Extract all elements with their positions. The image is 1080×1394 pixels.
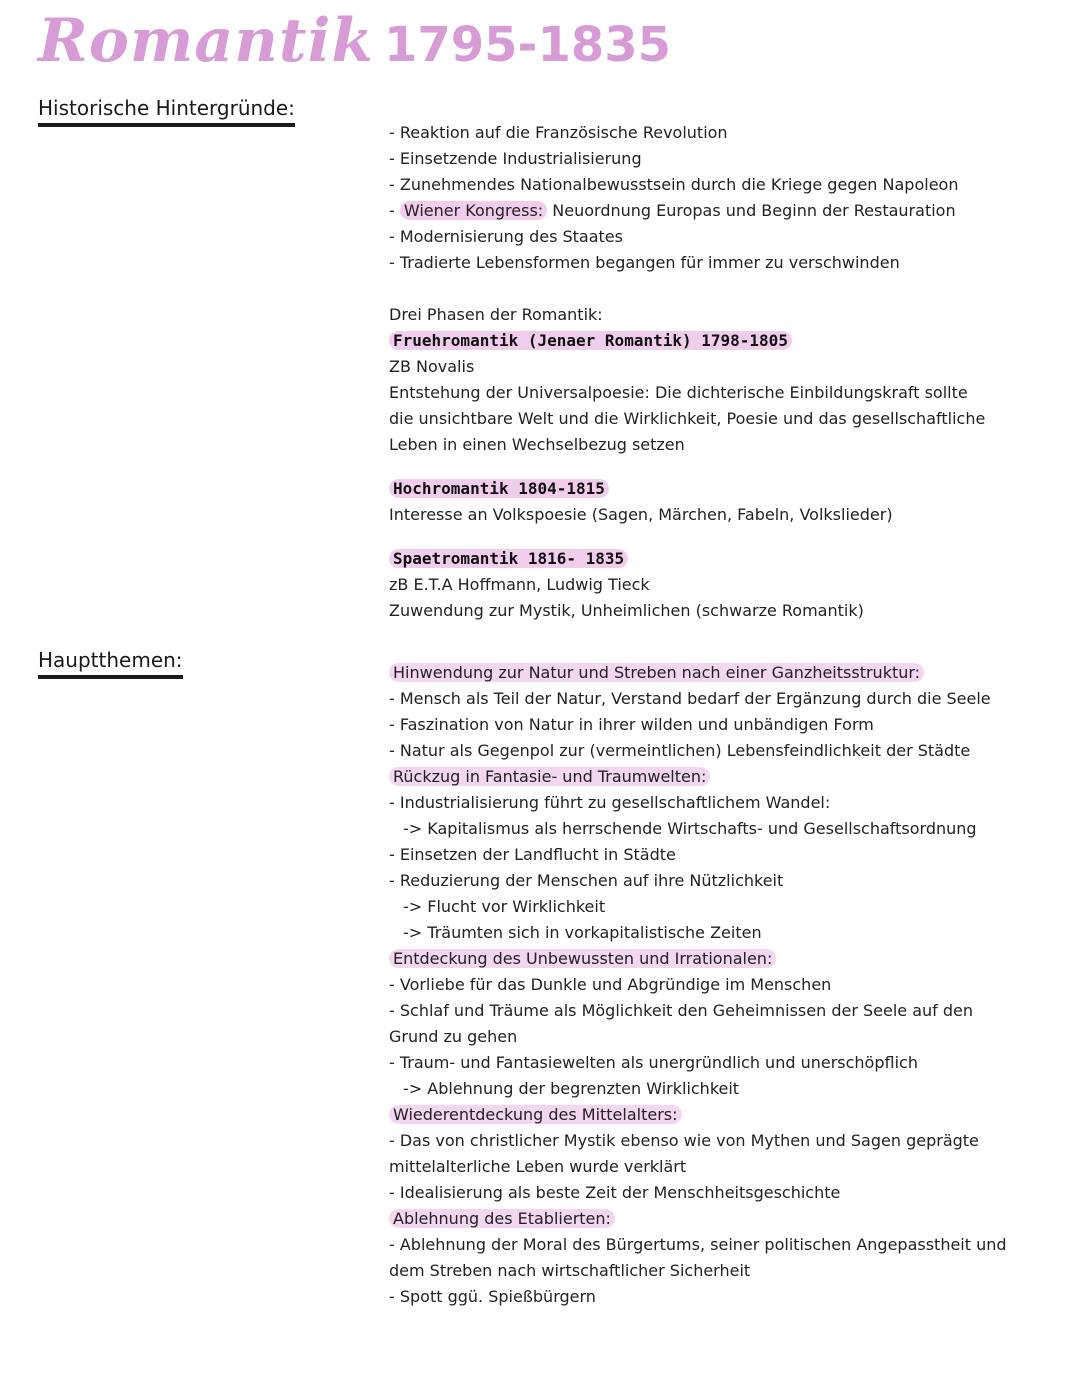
themes-list xyxy=(389,660,1049,1310)
theme-point: - Ablehnung der Moral des Bürgertums, seiner politischen Angepasstheit und dem Streben nach wirtschaftlicher Sicherheit xyxy=(389,1235,1007,1280)
section-label-themes: Hauptthemen: xyxy=(38,648,183,679)
title-main: Romantik xyxy=(38,6,374,76)
page-title xyxy=(38,6,671,76)
theme-block xyxy=(389,1102,1049,1206)
phase-title: Fruehromantik (Jenaer Romantik) 1798-1805 xyxy=(389,331,792,350)
phase-line: zB E.T.A Hoffmann, Ludwig Tieck xyxy=(389,575,650,594)
historical-point: - Tradierte Lebensformen begangen für immer zu verschwinden xyxy=(389,253,900,272)
theme-point: - Einsetzen der Landflucht in Städte xyxy=(389,845,676,864)
wiener-dash: - xyxy=(389,201,400,220)
historical-point: - Zunehmendes Nationalbewusstsein durch die Kriege gegen Napoleon xyxy=(389,175,959,194)
historical-point-wiener xyxy=(389,198,1049,224)
phase-block xyxy=(389,546,1049,624)
theme-point: - Natur als Gegenpol zur (vermeintlichen) Lebensfeindlichkeit der Städte xyxy=(389,741,971,760)
section-label-historical: Historische Hintergründe: xyxy=(38,96,295,127)
phases-heading: Drei Phasen der Romantik: xyxy=(389,305,603,324)
theme-point: - Idealisierung als beste Zeit der Menschheitsgeschichte xyxy=(389,1183,841,1202)
historical-point: - Reaktion auf die Französische Revolution xyxy=(389,123,728,142)
theme-point: - Das von christlicher Mystik ebenso wie von Mythen und Sagen geprägte mittelalterliche Leben wurde verklärt xyxy=(389,1131,979,1176)
theme-point: - Industrialisierung führt zu gesellschaftlichem Wandel: xyxy=(389,793,831,812)
theme-subpoint: -> Flucht vor Wirklichkeit xyxy=(403,897,606,916)
phase-title: Spaetromantik 1816- 1835 xyxy=(389,549,628,568)
theme-heading: Ablehnung des Etablierten: xyxy=(389,1209,615,1228)
theme-block xyxy=(389,946,1049,1102)
theme-point: - Mensch als Teil der Natur, Verstand bedarf der Ergänzung durch die Seele xyxy=(389,689,991,708)
historical-point: - Modernisierung des Staates xyxy=(389,227,623,246)
historical-list xyxy=(389,120,1049,624)
theme-block xyxy=(389,1206,1049,1310)
theme-point: - Spott ggü. Spießbürgern xyxy=(389,1287,596,1306)
phase-block xyxy=(389,328,1049,458)
phase-block xyxy=(389,476,1049,528)
theme-subpoint: -> Kapitalismus als herrschende Wirtschafts- und Gesellschaftsordnung xyxy=(403,819,977,838)
theme-block xyxy=(389,660,1049,764)
theme-heading: Entdeckung des Unbewussten und Irrationalen: xyxy=(389,949,776,968)
theme-point: - Traum- und Fantasiewelten als unergründlich und unerschöpflich xyxy=(389,1053,918,1072)
phase-line: Interesse an Volkspoesie (Sagen, Märchen, Fabeln, Volkslieder) xyxy=(389,505,893,524)
title-years: 1795-1835 xyxy=(383,17,672,73)
wiener-rest: Neuordnung Europas und Beginn der Restauration xyxy=(547,201,956,220)
theme-heading: Hinwendung zur Natur und Streben nach einer Ganzheitsstruktur: xyxy=(389,663,924,682)
theme-subpoint: -> Ablehnung der begrenzten Wirklichkeit xyxy=(403,1079,740,1098)
phase-line: Entstehung der Universalpoesie: Die dichterische Einbildungskraft sollte die unsichtbare Welt und die Wirklichkeit, Poesie und das gesellschaftliche Leben in einen Wechselbezug setzen xyxy=(389,383,986,454)
theme-point: - Reduzierung der Menschen auf ihre Nützlichkeit xyxy=(389,871,784,890)
wiener-term: Wiener Kongress: xyxy=(400,201,547,220)
phase-title: Hochromantik 1804-1815 xyxy=(389,479,609,498)
theme-block xyxy=(389,764,1049,946)
phase-line: Zuwendung zur Mystik, Unheimlichen (schwarze Romantik) xyxy=(389,601,864,620)
theme-heading: Rückzug in Fantasie- und Traumwelten: xyxy=(389,767,710,786)
theme-point: - Faszination von Natur in ihrer wilden und unbändigen Form xyxy=(389,715,874,734)
historical-point: - Einsetzende Industrialisierung xyxy=(389,149,642,168)
phase-line: ZB Novalis xyxy=(389,357,475,376)
theme-point: - Schlaf und Träume als Möglichkeit den Geheimnissen der Seele auf den Grund zu gehen xyxy=(389,1001,973,1046)
theme-subpoint: -> Träumten sich in vorkapitalistische Zeiten xyxy=(403,923,762,942)
theme-point: - Vorliebe für das Dunkle und Abgründige im Menschen xyxy=(389,975,832,994)
theme-heading: Wiederentdeckung des Mittelalters: xyxy=(389,1105,682,1124)
